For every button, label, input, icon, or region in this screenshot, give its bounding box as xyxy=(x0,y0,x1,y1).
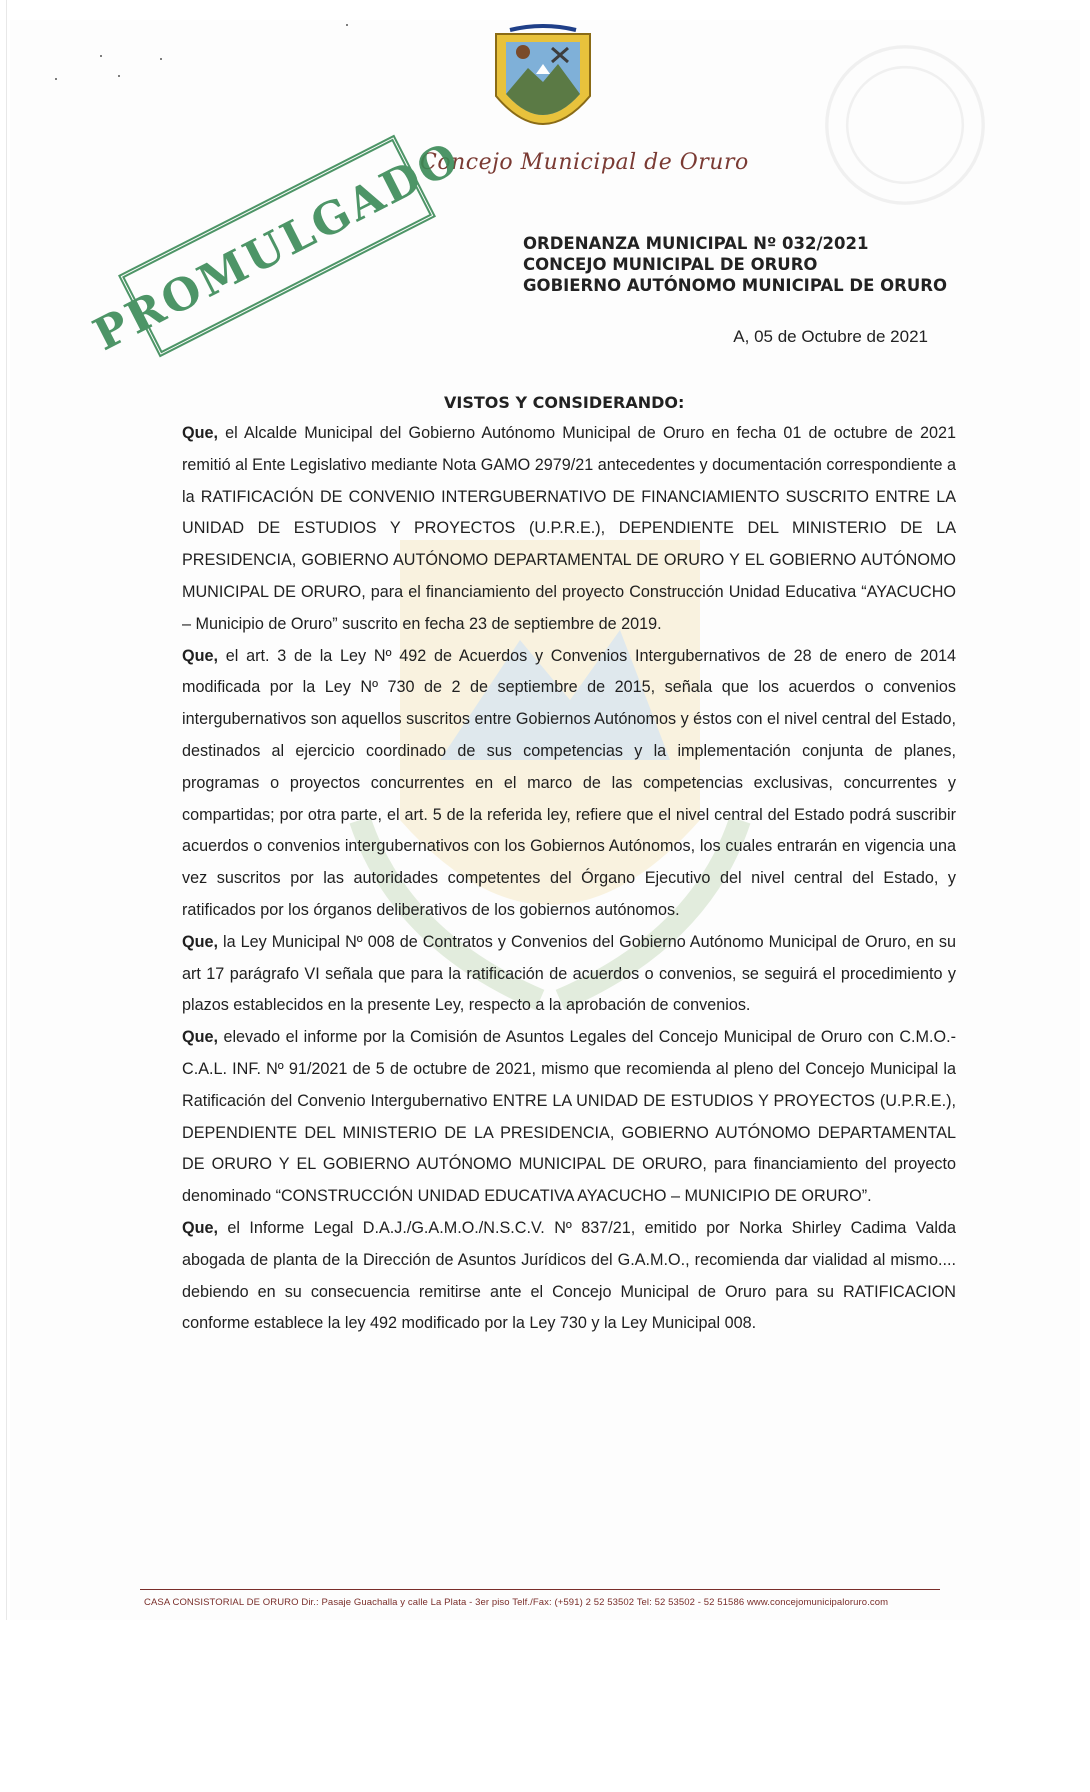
paragraph xyxy=(182,418,956,641)
paragraph-lead: Que, xyxy=(182,424,218,442)
faint-seal-icon xyxy=(820,40,990,210)
paragraph-text: elevado el informe por la Comisión de Asuntos Legales del Concejo Municipal de Oruro con C.M.O.- C.A.L. INF. Nº 91/2021 de 5 de octubre de 2021, mismo que recomienda al pleno del Concejo Municipal la Ratificación del Convenio Intergubernativo ENTRE LA UNIDAD DE ESTUDIOS Y PROYECTOS (U.P.R.E.), DEPENDIENTE DEL MINISTERIO DE LA PRESIDENCIA, GOBIERNO AUTÓNOMO DEPARTAMENTAL DE ORURO Y EL GOBIERNO AUTÓNOMO MUNICIPAL DE ORURO, para financiamiento del proyecto denominado “CONSTRUCCIÓN UNIDAD EDUCATIVA AYACUCHO – MUNICIPIO DE ORURO”. xyxy=(182,1028,956,1206)
paragraph-text: el Alcalde Municipal del Gobierno Autónomo Municipal de Oruro en fecha 01 de octubre de 2021 remitió al Ente Legislativo mediante Nota GAMO 2979/21 antecedentes y documentación correspondiente a la RATIFICACIÓN DE CONVENIO INTERGUBERNATIVO DE FINANCIAMIENTO SUSCRITO ENTRE LA UNIDAD DE ESTUDIOS Y PROYECTOS (U.P.R.E.), DEPENDIENTE DEL MINISTERIO DE LA PRESIDENCIA, GOBIERNO AUTÓNOMO DEPARTAMENTAL DE ORURO Y EL GOBIERNO AUTÓNOMO MUNICIPAL DE ORURO, para el financiamiento del proyecto Construcción Unidad Educativa “AYACUCHO – Municipio de Oruro” suscrito en fecha 23 de septiembre de 2019. xyxy=(182,424,956,633)
paper-edge xyxy=(6,0,7,1620)
council-name: CONCEJO MUNICIPAL DE ORURO xyxy=(523,255,818,274)
footer-address: CASA CONSISTORIAL DE ORURO Dir.: Pasaje Guachalla y calle La Plata - 3er piso Telf./Fax: (+591) 2 52 53502 Tel: 52 53502 - 52 51586 www.concejomunicipaloruro.com xyxy=(144,1597,889,1608)
government-name: GOBIERNO AUTÓNOMO MUNICIPAL DE ORURO xyxy=(523,276,948,295)
ordinance-header xyxy=(523,233,947,296)
paragraph xyxy=(182,927,956,1022)
paragraph-lead: Que, xyxy=(182,1218,218,1237)
coat-of-arms-icon xyxy=(488,24,598,150)
document-date: A, 05 de Octubre de 2021 xyxy=(733,327,928,346)
paragraph-text: el art. 3 de la Ley Nº 492 de Acuerdos y Convenios Intergubernativos de 28 de enero de 2014 modificada por la Ley Nº 730 de 2 de septiembre de 2015, señala que los acuerdos o convenios intergubernativos son aquellos suscritos entre Gobiernos Autónomos y éstos con el nivel central del Estado, destinados al ejercicio coordinado de sus competencias y la implementación conjunta de planes, programas o proyectos concurrentes en el marco de las competencias exclusivas, concurrentes y compartidas; por otra parte, el art. 5 de la referida ley, refiere que el nivel central del Estado podrá suscribir acuerdos o convenios intergubernativos con los Gobiernos Autónomos, los cuales entrarán en vigencia una vez suscritos por las autoridades competentes del Órgano Ejecutivo del nivel central del Estado, y ratificados por los órganos deliberativos de los gobiernos autónomos. xyxy=(182,646,956,919)
paragraph-lead: Que, xyxy=(182,1028,218,1047)
paragraph xyxy=(182,1213,956,1340)
council-script-title: Concejo Municipal de Oruro xyxy=(420,150,749,175)
stamp-label: PROMULGADO xyxy=(85,131,469,361)
paragraph xyxy=(182,1022,956,1213)
section-title: VISTOS Y CONSIDERANDO: xyxy=(444,393,685,412)
paragraph-lead: Que, xyxy=(182,646,218,665)
footer-divider xyxy=(140,1589,940,1590)
body-text xyxy=(182,418,956,1340)
paragraph-lead: Que, xyxy=(182,932,218,951)
ordinance-number: ORDENANZA MUNICIPAL Nº 032/2021 xyxy=(523,234,869,253)
paragraph-text: el Informe Legal D.A.J./G.A.M.O./N.S.C.V. Nº 837/21, emitido por Norka Shirley Cadima Valda abogada de planta de la Dirección de Asuntos Jurídicos del G.A.M.O., recomienda dar vialidad al mismo.... debiendo en su consecuencia remitirse ante el Concejo Municipal de Oruro para su RATIFICACION conforme establece la ley 492 modificado por la Ley 730 y la Ley Municipal 008. xyxy=(182,1218,956,1333)
paragraph xyxy=(182,641,956,927)
paragraph-text: la Ley Municipal Nº 008 de Contratos y Convenios del Gobierno Autónomo Municipal de Oruro, en su art 17 parágrafo VI señala que para la ratificación de acuerdos o convenios, se seguirá el procedimiento y plazos establecidos en la presente Ley, respecto a la aprobación de convenios. xyxy=(182,932,956,1015)
